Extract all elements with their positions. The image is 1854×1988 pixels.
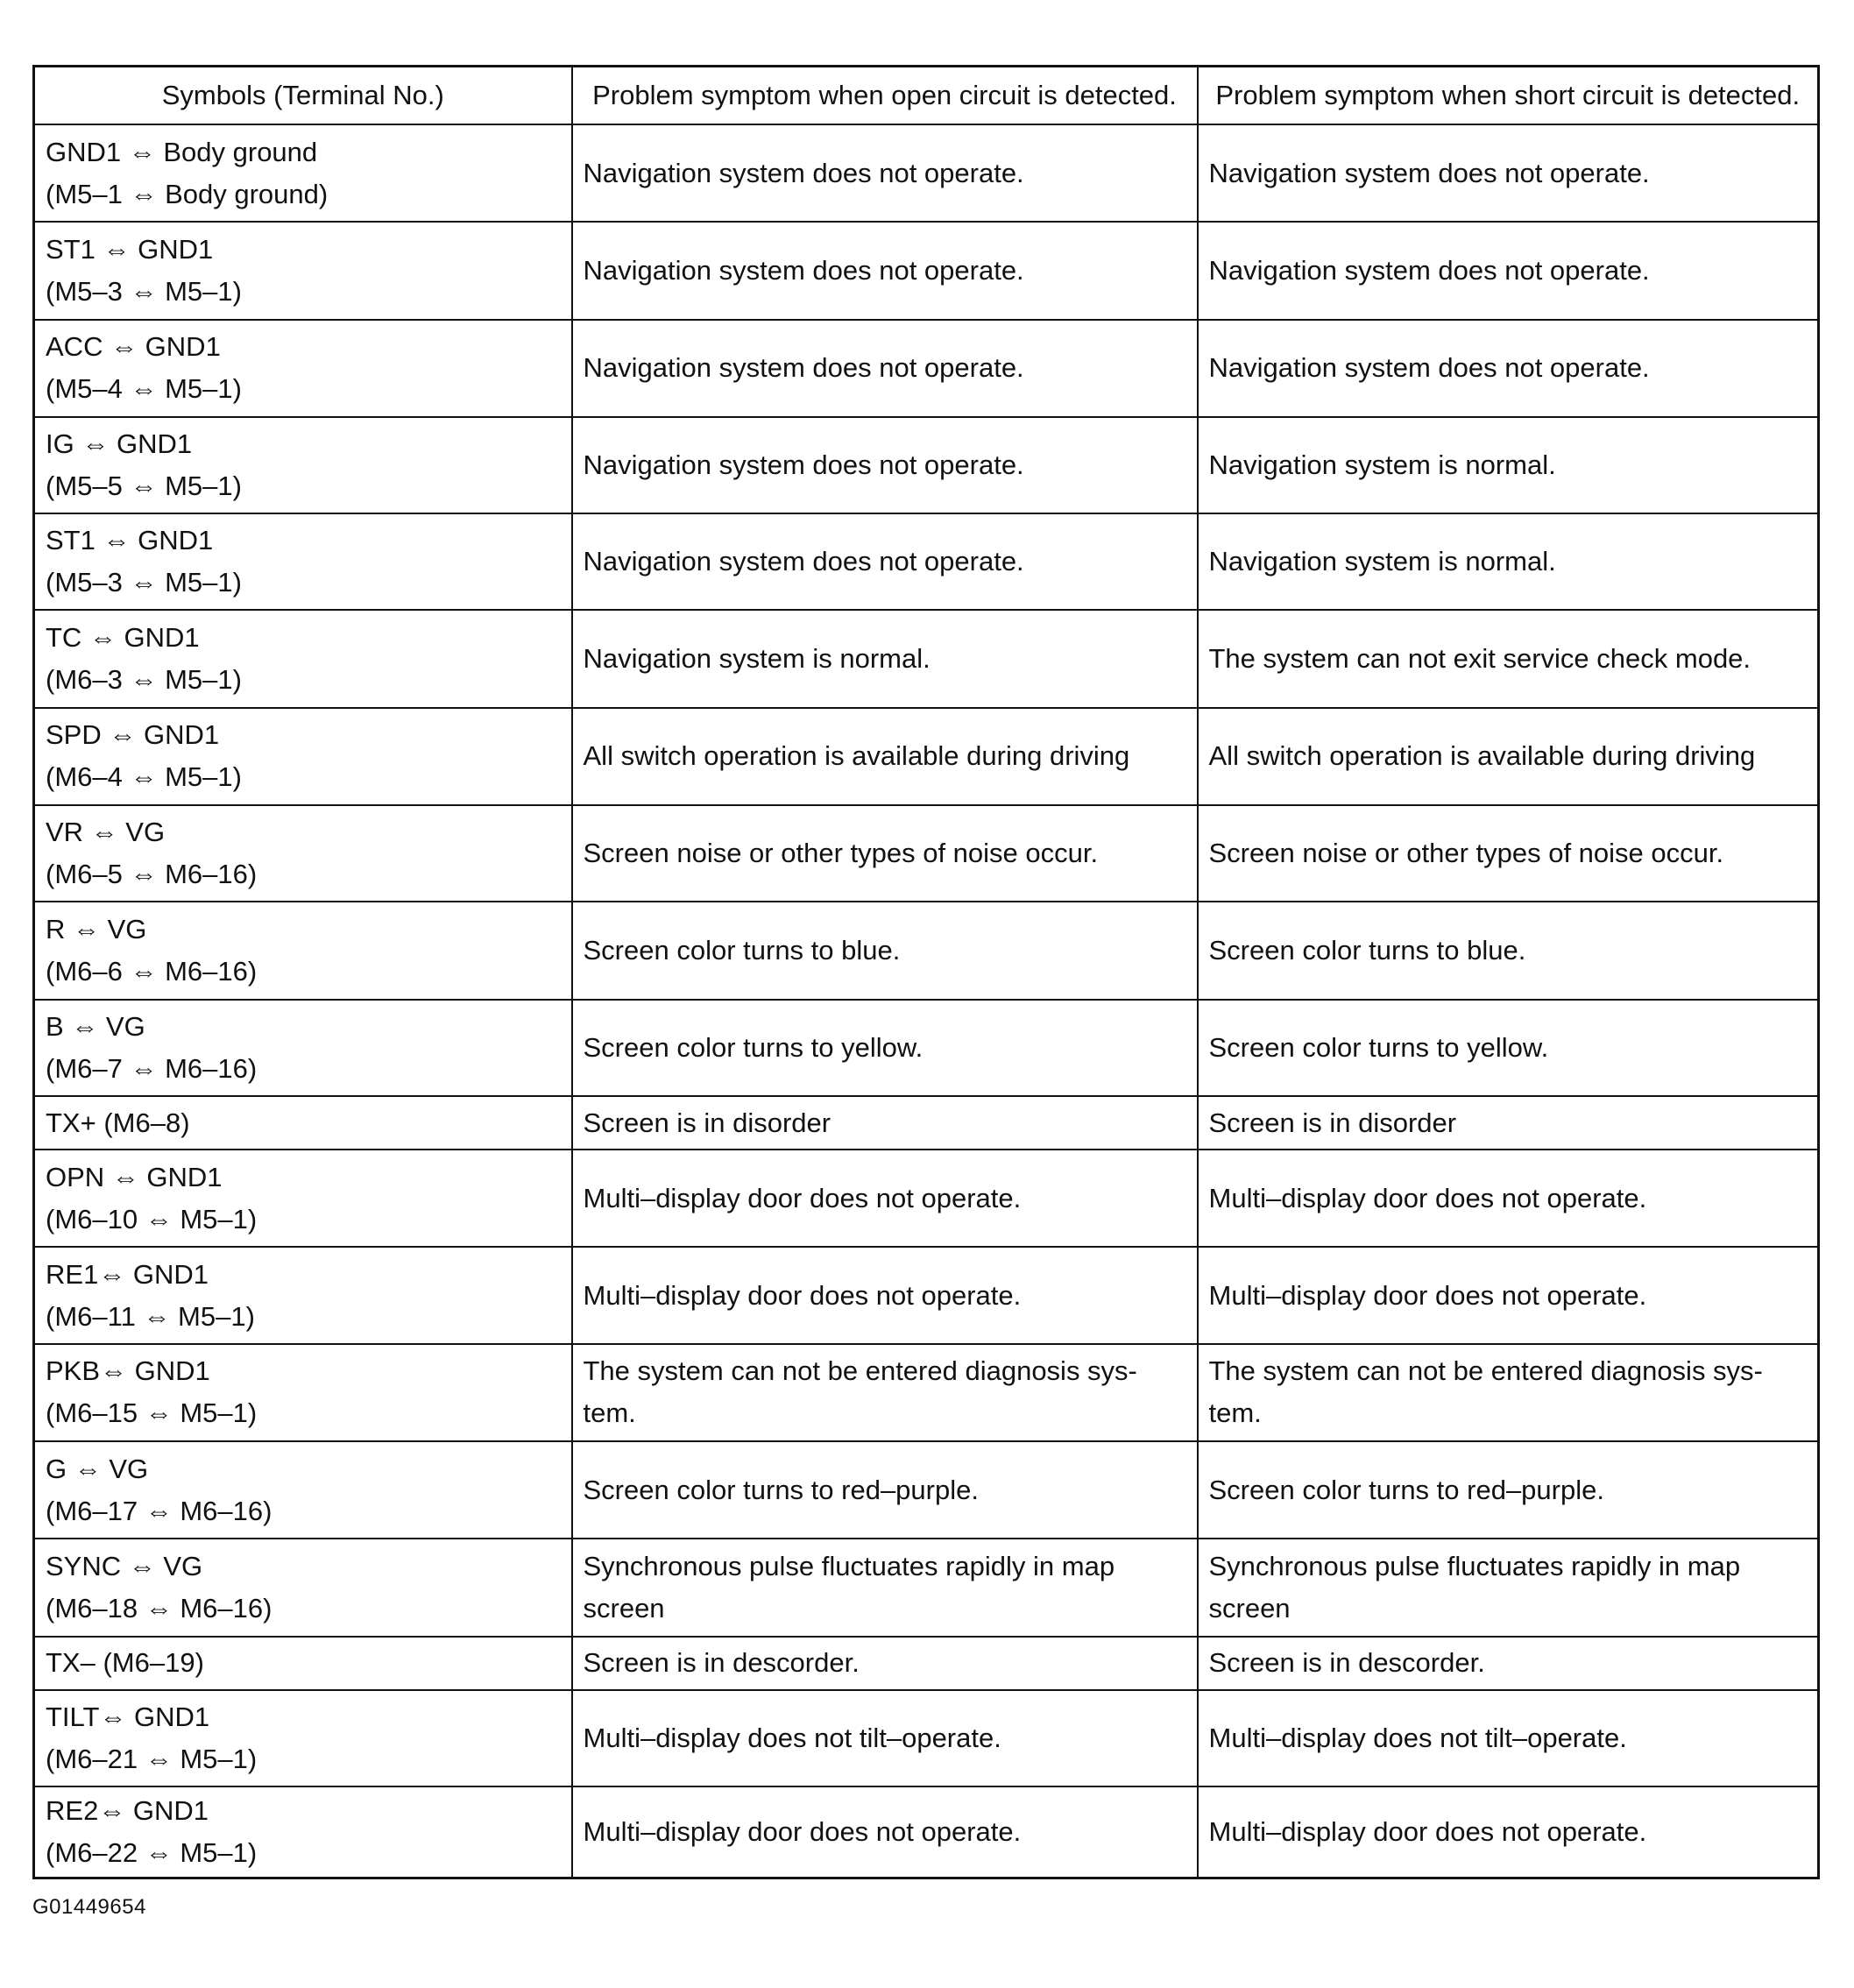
- open-circuit-symptom: Screen color turns to blue.: [572, 902, 1198, 999]
- symbol-cell: [34, 1000, 572, 1096]
- open-circuit-symptom: Screen is in disorder: [572, 1096, 1198, 1150]
- symbol-label: SPD ⇔ GND1: [46, 719, 220, 751]
- header-open-circuit: Problem symptom when open circuit is detected.: [572, 67, 1198, 125]
- open-circuit-symptom: Multi–display door does not operate.: [572, 1247, 1198, 1343]
- terminal-label: (M6–10 ⇔ M5–1): [46, 1203, 258, 1235]
- short-circuit-symptom: Screen color turns to blue.: [1198, 902, 1819, 999]
- symbol-cell: [34, 805, 572, 902]
- symbol-label: SYNC ⇔ VG: [46, 1550, 203, 1581]
- symbol-cell: [34, 610, 572, 707]
- short-circuit-symptom: Multi–display door does not operate.: [1198, 1150, 1819, 1247]
- table-row: [34, 417, 1819, 513]
- table-row: [34, 1690, 1819, 1786]
- short-circuit-symptom: Navigation system is normal.: [1198, 417, 1819, 513]
- short-circuit-symptom: Screen color turns to yellow.: [1198, 1000, 1819, 1096]
- terminal-label: (M5–3 ⇔ M5–1): [46, 567, 242, 598]
- symbol-label: RE1⇔ GND1: [46, 1258, 209, 1290]
- short-circuit-symptom: Navigation system does not operate.: [1198, 222, 1819, 319]
- terminal-label: (M6–18 ⇔ M6–16): [46, 1592, 272, 1624]
- symbol-cell: [34, 902, 572, 999]
- open-circuit-symptom: Navigation system is normal.: [572, 610, 1198, 707]
- short-circuit-symptom: Navigation system does not operate.: [1198, 124, 1819, 222]
- table-row: [34, 1539, 1819, 1636]
- table-row: [34, 708, 1819, 805]
- symbol-label: ST1 ⇔ GND1: [46, 233, 214, 265]
- symbol-cell: [34, 1096, 572, 1150]
- table-row: [34, 805, 1819, 902]
- short-circuit-symptom: The system can not exit service check mode.: [1198, 610, 1819, 707]
- terminal-label: (M6–6 ⇔ M6–16): [46, 956, 258, 987]
- terminal-label: (M5–4 ⇔ M5–1): [46, 373, 242, 405]
- short-circuit-symptom: Multi–display door does not operate.: [1198, 1786, 1819, 1878]
- symbol-label: GND1 ⇔ Body ground: [46, 136, 318, 167]
- open-circuit-symptom: Navigation system does not operate.: [572, 417, 1198, 513]
- symbol-label: RE2⇔ GND1: [46, 1795, 209, 1827]
- symbol-label: ST1 ⇔ GND1: [46, 525, 214, 556]
- symbol-label: TILT⇔ GND1: [46, 1701, 210, 1732]
- symbol-cell: [34, 1690, 572, 1786]
- symbol-cell: [34, 1344, 572, 1441]
- table-row: [34, 610, 1819, 707]
- short-circuit-symptom: Synchronous pulse fluctuates rapidly in map screen: [1198, 1539, 1819, 1636]
- short-circuit-symptom: All switch operation is available during driving: [1198, 708, 1819, 805]
- symbol-cell: [34, 1150, 572, 1247]
- short-circuit-symptom: Navigation system does not operate.: [1198, 320, 1819, 417]
- terminal-label: (M5–5 ⇔ M5–1): [46, 470, 242, 502]
- header-short-circuit: Problem symptom when short circuit is detected.: [1198, 67, 1819, 125]
- symbol-cell: [34, 1786, 572, 1878]
- open-circuit-symptom: Screen color turns to yellow.: [572, 1000, 1198, 1096]
- symbol-label: ACC ⇔ GND1: [46, 331, 221, 363]
- symbol-label: R ⇔ VG: [46, 914, 147, 945]
- table-row: [34, 1637, 1819, 1690]
- terminal-label: (M5–1 ⇔ Body ground): [46, 178, 329, 209]
- symbol-cell: [34, 417, 572, 513]
- symbol-label: OPN ⇔ GND1: [46, 1161, 223, 1192]
- symbol-label: IG ⇔ GND1: [46, 428, 193, 460]
- open-circuit-symptom: Synchronous pulse fluctuates rapidly in map screen: [572, 1539, 1198, 1636]
- short-circuit-symptom: Screen color turns to red–purple.: [1198, 1441, 1819, 1539]
- symbol-label: B ⇔ VG: [46, 1010, 145, 1042]
- short-circuit-symptom: Screen is in disorder: [1198, 1096, 1819, 1150]
- terminal-label: (M6–3 ⇔ M5–1): [46, 664, 242, 696]
- symbol-label: G ⇔ VG: [46, 1453, 149, 1484]
- table-row: [34, 1150, 1819, 1247]
- short-circuit-symptom: Multi–display door does not operate.: [1198, 1247, 1819, 1343]
- table-row: [34, 513, 1819, 610]
- symbol-cell: [34, 1247, 572, 1343]
- symbol-cell: [34, 1539, 572, 1636]
- open-circuit-symptom: The system can not be entered diagnosis sys- tem.: [572, 1344, 1198, 1441]
- open-circuit-symptom: Screen color turns to red–purple.: [572, 1441, 1198, 1539]
- terminal-label: (M6–4 ⇔ M5–1): [46, 761, 242, 793]
- symbol-cell: [34, 320, 572, 417]
- open-circuit-symptom: Multi–display door does not operate.: [572, 1786, 1198, 1878]
- figure-id: G01449654: [32, 1895, 146, 1919]
- open-circuit-symptom: Navigation system does not operate.: [572, 124, 1198, 222]
- table-row: [34, 1344, 1819, 1441]
- open-circuit-symptom: Navigation system does not operate.: [572, 320, 1198, 417]
- symbol-cell: [34, 124, 572, 222]
- symbol-label: PKB⇔ GND1: [46, 1355, 210, 1387]
- open-circuit-symptom: Navigation system does not operate.: [572, 513, 1198, 610]
- open-circuit-symptom: All switch operation is available during driving: [572, 708, 1198, 805]
- short-circuit-symptom: The system can not be entered diagnosis sys- tem.: [1198, 1344, 1819, 1441]
- table-row: [34, 1786, 1819, 1878]
- terminal-label: (M6–15 ⇔ M5–1): [46, 1397, 258, 1429]
- terminal-label: (M6–22 ⇔ M5–1): [46, 1837, 258, 1869]
- header-row: [34, 67, 1819, 125]
- header-symbols: Symbols (Terminal No.): [34, 67, 572, 125]
- open-circuit-symptom: Navigation system does not operate.: [572, 222, 1198, 319]
- table-row: [34, 320, 1819, 417]
- open-circuit-symptom: Multi–display does not tilt–operate.: [572, 1690, 1198, 1786]
- open-circuit-symptom: Multi–display door does not operate.: [572, 1150, 1198, 1247]
- terminal-label: (M6–17 ⇔ M6–16): [46, 1495, 272, 1526]
- symbol-label: TC ⇔ GND1: [46, 622, 200, 654]
- open-circuit-symptom: Screen is in descorder.: [572, 1637, 1198, 1690]
- symbol-label: TX+ (M6–8): [46, 1107, 190, 1138]
- symbol-label: VR ⇔ VG: [46, 817, 166, 848]
- short-circuit-symptom: Navigation system is normal.: [1198, 513, 1819, 610]
- terminal-label: (M5–3 ⇔ M5–1): [46, 275, 242, 307]
- table-row: [34, 1441, 1819, 1539]
- terminal-label: (M6–21 ⇔ M5–1): [46, 1743, 258, 1774]
- table-row: [34, 902, 1819, 999]
- table-row: [34, 1247, 1819, 1343]
- short-circuit-symptom: Screen is in descorder.: [1198, 1637, 1819, 1690]
- symbol-cell: [34, 708, 572, 805]
- symptom-table: [32, 65, 1820, 1879]
- symbol-cell: [34, 1441, 572, 1539]
- symbol-cell: [34, 513, 572, 610]
- terminal-label: (M6–7 ⇔ M6–16): [46, 1052, 258, 1084]
- terminal-label: (M6–11 ⇔ M5–1): [46, 1300, 255, 1332]
- short-circuit-symptom: Screen noise or other types of noise occur.: [1198, 805, 1819, 902]
- terminal-label: (M6–5 ⇔ M6–16): [46, 859, 258, 890]
- table-row: [34, 1096, 1819, 1150]
- table-row: [34, 222, 1819, 319]
- table-row: [34, 1000, 1819, 1096]
- symbol-cell: [34, 222, 572, 319]
- symbol-cell: [34, 1637, 572, 1690]
- table-row: [34, 124, 1819, 222]
- table-body: [34, 124, 1819, 1878]
- short-circuit-symptom: Multi–display does not tilt–operate.: [1198, 1690, 1819, 1786]
- open-circuit-symptom: Screen noise or other types of noise occur.: [572, 805, 1198, 902]
- symbol-label: TX– (M6–19): [46, 1647, 204, 1679]
